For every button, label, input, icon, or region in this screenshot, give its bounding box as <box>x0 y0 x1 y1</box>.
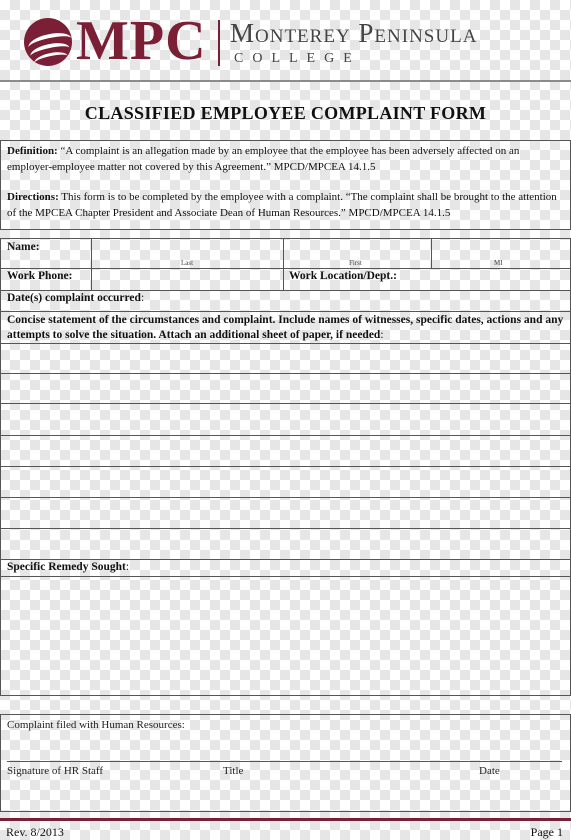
college-emblem-icon <box>24 18 72 66</box>
hr-signature-label: Signature of HR Staff <box>7 765 104 777</box>
remedy-writing-area[interactable] <box>1 577 570 695</box>
logo-divider <box>218 20 220 66</box>
writing-line <box>1 528 570 529</box>
dates-label: Date(s) complaint occurred: <box>7 292 145 304</box>
work-location-label: Work Location/Dept.: <box>289 270 397 282</box>
concise-statement-label: Concise statement of the circumstances and complaint. Include names of witnesses, specific dates, actions and any attempts to solve the situation. Attach an additional sheet of paper, if needed: <box>7 314 564 341</box>
statement-writing-area[interactable] <box>1 344 570 559</box>
writing-line <box>1 466 570 467</box>
complaint-form <box>0 238 571 696</box>
directions-text: This form is to be completed by the employee with a complaint. “The complaint shall be brought to the attention of the MPCEA Chapter President and Associate Dean of Human Resources.” MPCD/MPCEA 14.1.5 <box>7 191 557 219</box>
writing-line <box>1 403 570 404</box>
hr-signature-field[interactable] <box>7 737 562 761</box>
row-line <box>1 311 570 312</box>
writing-line <box>1 373 570 374</box>
writing-line <box>1 559 570 560</box>
hr-filed-label: Complaint filed with Human Resources: <box>7 719 185 731</box>
definition-text: “A complaint is an allegation made by an employee that the employee has been adversely affected on an employer-employee matter not covered by this Agreement.” MPCD/MPCEA 14.1.5 <box>7 145 520 173</box>
definition-label: Definition: <box>7 145 58 157</box>
definition-paragraph <box>7 143 563 175</box>
hr-date-label: Date <box>479 765 500 777</box>
header-rule <box>0 80 571 82</box>
writing-line <box>1 435 570 436</box>
directions-label: Directions: <box>7 191 59 203</box>
signature-line <box>7 761 562 762</box>
mi-caption: MI <box>494 259 503 267</box>
hr-box <box>0 714 571 812</box>
last-caption: Last <box>181 259 194 267</box>
revision-label: Rev. 8/2013 <box>6 825 64 839</box>
work-phone-field[interactable] <box>92 269 282 290</box>
directions-paragraph <box>7 189 565 221</box>
footer-rule <box>0 818 571 821</box>
dates-field[interactable] <box>171 291 569 311</box>
form-title: CLASSIFIED EMPLOYEE COMPLAINT FORM <box>84 103 487 123</box>
college-subtitle: COLLEGE <box>234 51 361 66</box>
page-number: Page 1 <box>530 825 563 839</box>
logo-mpc: MPC <box>76 10 207 72</box>
name-label: Name: <box>7 241 40 253</box>
work-location-field[interactable] <box>416 269 569 290</box>
hr-title-label: Title <box>223 765 244 777</box>
first-caption: First <box>349 259 362 267</box>
college-name: Monterey Peninsula <box>230 18 478 48</box>
work-phone-label: Work Phone: <box>7 270 73 282</box>
intro-box <box>0 140 571 230</box>
remedy-label: Specific Remedy Sought: <box>7 561 130 573</box>
writing-line <box>1 497 570 498</box>
